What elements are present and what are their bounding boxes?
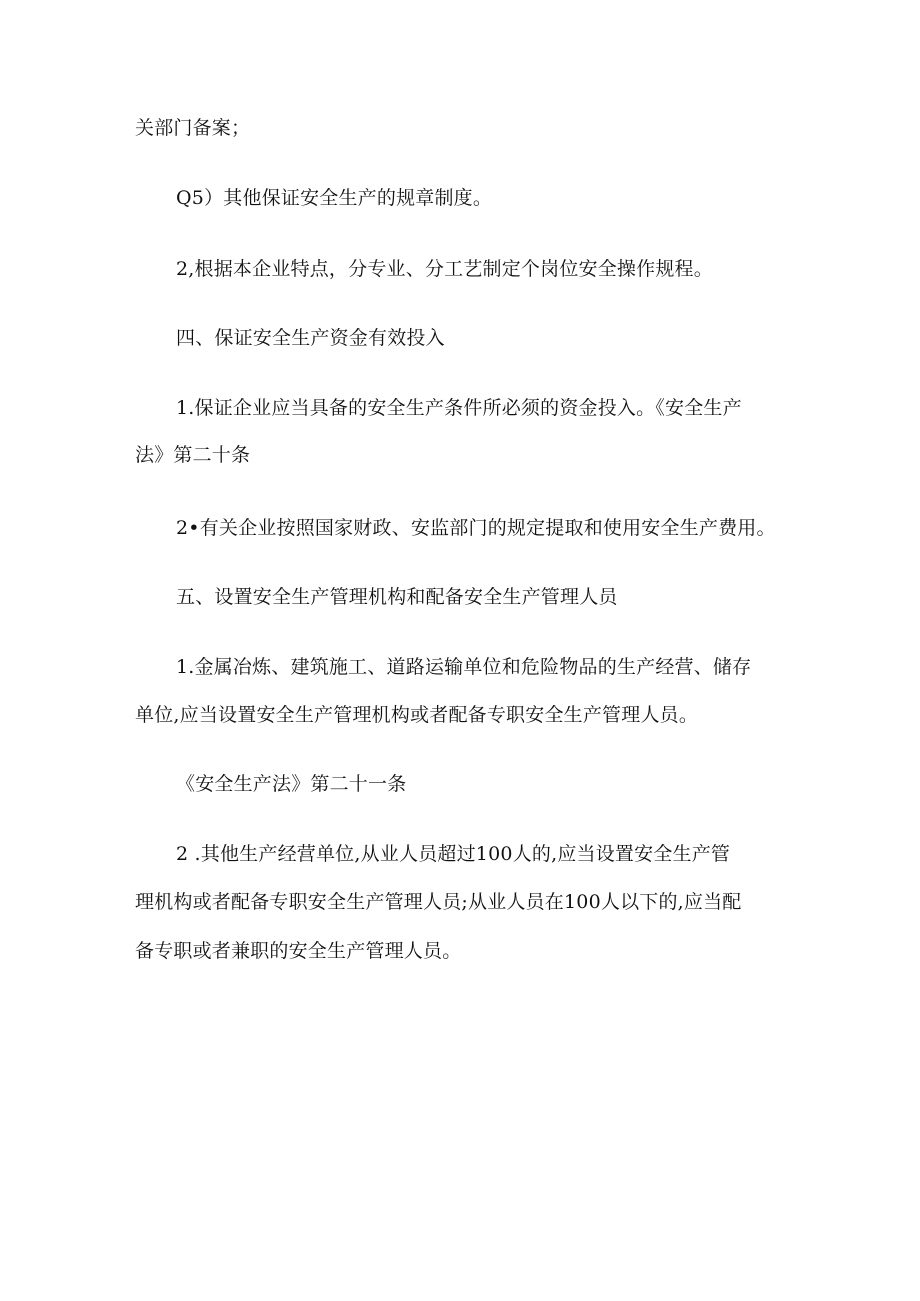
text-line-1: 关部门备案； bbox=[135, 117, 251, 139]
law-reference: 《安全生产法》第二十一条 bbox=[176, 773, 407, 795]
text-line-9: 1.金属冶炼、建筑施工、道路运输单位和危险物品的生产经营、储存 bbox=[176, 656, 752, 678]
text-line-14: 备专职或者兼职的安全生产管理人员。 bbox=[135, 940, 462, 962]
text-line-2: Q5）其他保证安全生产的规章制度。 bbox=[176, 187, 493, 209]
text-line-13: 理机构或者配备专职安全生产管理人员;从业人员在100人以下的,应当配 bbox=[135, 891, 742, 913]
text-line-3: 2,根据本企业特点，分专业、分工艺制定个岗位安全操作规程。 bbox=[176, 258, 713, 280]
text-line-5: 1.保证企业应当具备的安全生产条件所必须的资金投入。《安全生产 bbox=[176, 397, 742, 419]
section-heading-4: 四、保证安全生产资金有效投入 bbox=[176, 327, 445, 349]
text-line-7: 2•有关企业按照国家财政、安监部门的规定提取和使用安全生产费用。 bbox=[176, 517, 776, 539]
text-line-10: 单位,应当设置安全生产管理机构或者配备专职安全生产管理人员。 bbox=[135, 704, 699, 726]
section-heading-5: 五、设置安全生产管理机构和配备安全生产管理人员 bbox=[176, 586, 618, 608]
text-line-12: 2 .其他生产经营单位,从业人员超过100人的,应当设置安全生产管 bbox=[176, 843, 731, 865]
text-line-6: 法》第二十条 bbox=[135, 444, 251, 466]
